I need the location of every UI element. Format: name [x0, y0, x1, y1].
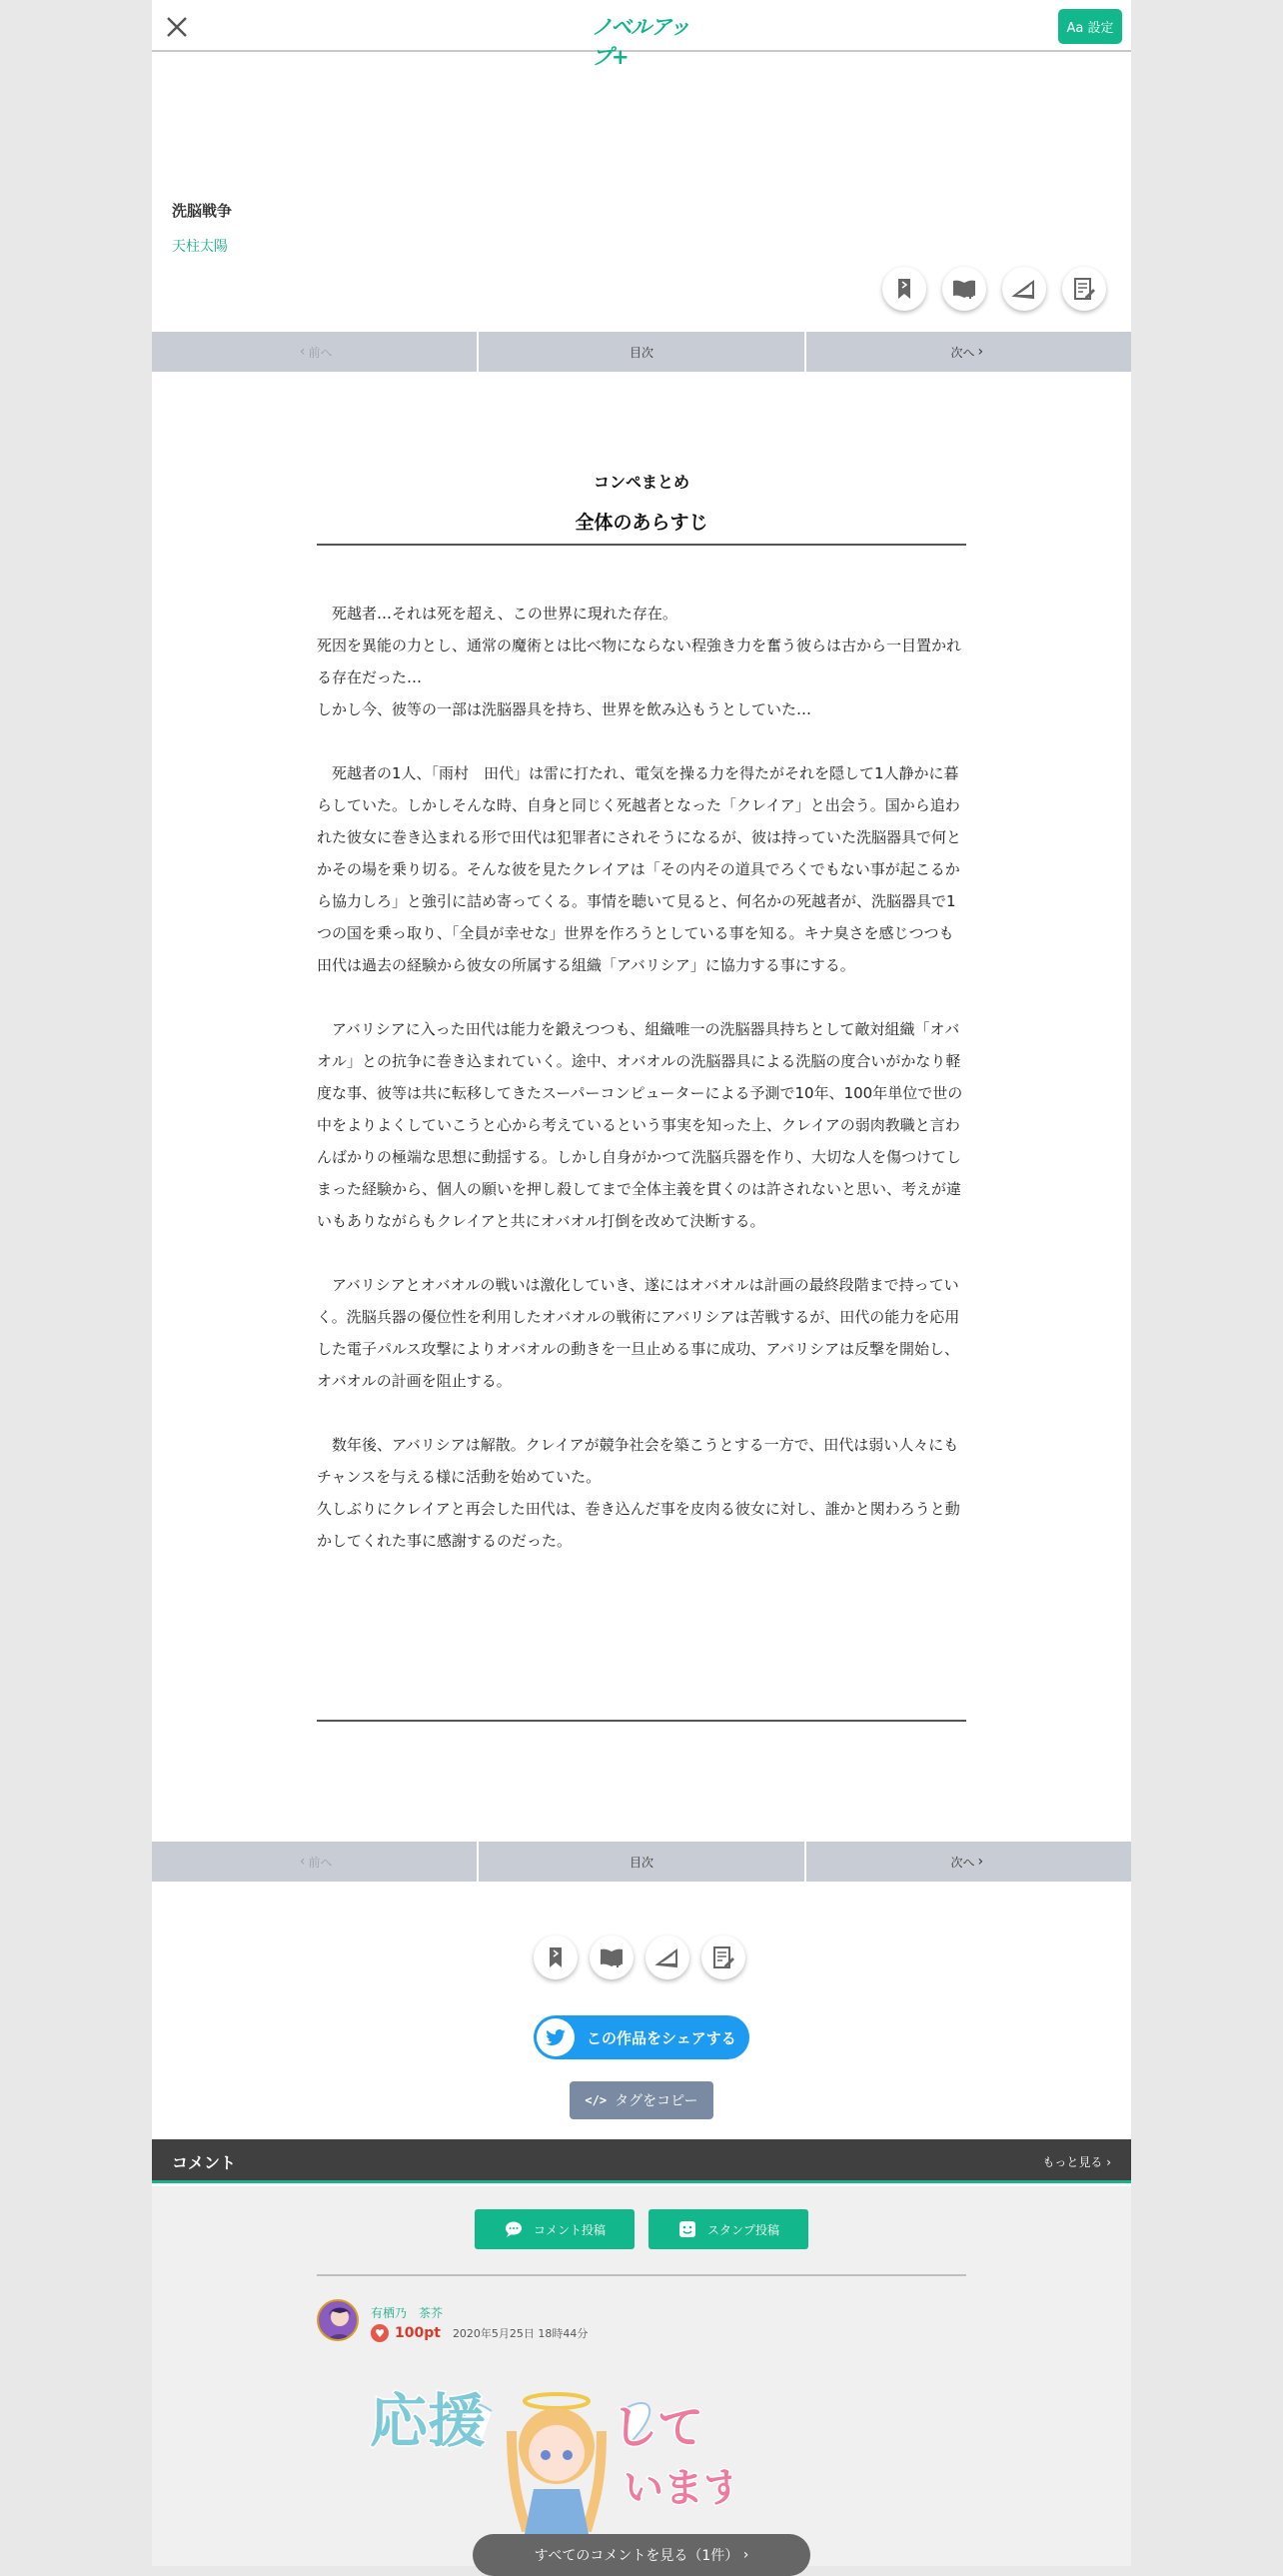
comments-more-link[interactable]: もっと見る › — [1042, 2155, 1111, 2169]
edit-note-icon — [710, 1944, 736, 1970]
megaphone-icon — [654, 1944, 680, 1970]
site-logo[interactable]: ノベルアップ+ — [592, 15, 689, 69]
episode-nav-top — [152, 332, 1131, 372]
novel-title[interactable]: 洗脳戦争 — [172, 202, 233, 220]
add-to-library-button[interactable] — [942, 267, 986, 311]
review-button[interactable] — [701, 1935, 745, 1979]
add-to-library-button[interactable] — [590, 1935, 634, 1979]
page-container — [152, 0, 1131, 2566]
svg-text:います: います — [624, 2465, 731, 2511]
chevron-left-icon: ‹ — [299, 1854, 306, 1870]
copy-tag-button[interactable]: </> タグをコピー — [570, 2081, 713, 2119]
bookmark-button[interactable] — [534, 1935, 578, 1979]
episode-nav-bottom — [152, 1842, 1131, 1882]
episode-body — [317, 598, 966, 1557]
text-settings-button[interactable]: Aa 設定 — [1058, 9, 1122, 44]
review-button[interactable] — [1062, 267, 1106, 311]
comment-section-header — [152, 2139, 1131, 2183]
chat-bubble-icon — [504, 2219, 524, 2239]
article-end-divider — [317, 1720, 966, 1722]
body-paragraph: アバリシアとオバオルの戦いは激化していき、遂にはオバオルは計画の最終段階まで持っていく。洗脳兵器の優位性を利用したオバオルの戦術にアバリシアは苦戦するが、田代の能力を応用した電子パルス攻撃によりオバオルの動きを一旦止める事に成功、アバリシアは反撃を開始し、オバオルの計画を阻止する。 — [317, 1276, 960, 1390]
book-add-icon — [599, 1944, 625, 1970]
body-paragraph: 死越者…それは死を超え、この世界に現れた存在。 死因を異能の力とし、通常の魔術とは比べ物にならない程強き力を奮う彼らは古から一目置かれる存在だった… しかし今、彼等の一部は洗脳器具を持ち、世界を飲み込もうとしていた… — [317, 605, 962, 718]
body-paragraph: アバリシアに入った田代は能力を鍛えつつも、組織唯一の洗脳器具持ちとして敵対組織「オバオル」との抗争に巻き込まれていく。途中、オバオルの洗脳器具による洗脳の度合いがかなり軽度な事、彼等は共に転移してきたスーパーコンピューターによる予測で10年、100年単位で世の中をよりよくしていこうと心から考えているという事実を知った上、クレイアの弱肉教職と言わんばかりの極端な思想に動揺する。しかし自身がかつて洗脳兵器を作り、大切な人を傷つけてしまった経験から、個人の願いを押し殺してまで全体主義を貫くのは許されないと思い、考えが違いもありながらもクレイアと共にオバオル打倒を改めて決断する。 — [317, 1020, 963, 1230]
stamp-icon — [677, 2219, 697, 2239]
episode-title: 全体のあらすじ — [317, 500, 966, 546]
chevron-left-icon: ‹ — [299, 344, 306, 360]
body-paragraph: 数年後、アバリシアは解散。クレイアが競争社会を築こうとする一方で、田代は弱い人々にもチャンスを与える様に活動を始めていた。 久しぶりにクレイアと再会した田代は、巻き込んだ事を皮肉る彼女に対し、誰かと関わろうと動かしてくれた事に感謝するのだった。 — [317, 1436, 960, 1550]
body-paragraph: 死越者の1人、「雨村 田代」は雷に打たれ、電気を操る力を得たがそれを隠して1人静かに暮らしていた。しかしそんな時、自身と同じく死越者となった「クレイア」と出会う。国から追われた彼女に巻き込まれる形で田代は犯罪者にされそうになるが、彼は持っていた洗脳器具で何とかその場を乗り切る。そんな彼を見たクレイアは「その内その道具でろくでもない事が起こるから協力しろ」と強引に詰め寄ってくる。事情を聴いて見ると、何名かの死越者が、洗脳器具で1つの国を乗っ取り、「全員が幸せな」世界を作ろうとしている事を知る。キナ臭さを感じつつも田代は過去の経験から彼女の所属する組織「アバリシア」に協力する事にする。 — [317, 764, 962, 974]
comment-points: 100pt — [395, 2325, 441, 2341]
svg-text:応援: 応援 — [370, 2387, 487, 2455]
chevron-right-icon: › — [977, 1854, 984, 1870]
toc-button[interactable]: 目次 — [479, 1842, 805, 1882]
cheer-button[interactable] — [1002, 267, 1046, 311]
heart-icon: ♥ — [371, 2324, 389, 2342]
avatar[interactable] — [317, 2299, 359, 2341]
chevron-right-icon: › — [977, 344, 984, 360]
episode-article — [317, 470, 966, 1589]
prev-episode-button[interactable]: ‹ 前へ — [152, 332, 479, 372]
comment-date: 2020年5月25日 18時44分 — [452, 2327, 589, 2340]
twitter-share-button[interactable]: この作品をシェアする — [534, 2015, 749, 2059]
action-icons-bottom — [534, 1935, 745, 1979]
svg-text:して: して — [612, 2400, 703, 2454]
close-icon[interactable] — [160, 10, 194, 44]
cheer-stamp-image — [362, 2371, 731, 2541]
chapter-title: コンペまとめ — [593, 473, 689, 492]
comment-area — [152, 2186, 1131, 2566]
twitter-icon — [537, 2018, 575, 2056]
bookmark-icon — [543, 1944, 569, 1970]
cheer-button[interactable] — [645, 1935, 689, 1979]
edit-note-icon — [1071, 276, 1097, 302]
bookmark-button[interactable] — [882, 267, 926, 311]
comment-username[interactable]: 有栖乃 茶芥 — [371, 2306, 444, 2320]
author-link[interactable]: 天柱太陽 — [172, 239, 228, 255]
comment-section-title: コメント — [172, 2153, 237, 2172]
next-episode-button[interactable]: 次へ › — [950, 1854, 984, 1870]
post-stamp-button[interactable]: スタンプ投稿 — [648, 2209, 808, 2249]
next-episode-button[interactable]: 次へ › — [950, 344, 984, 360]
prev-episode-button[interactable]: ‹ 前へ — [152, 1842, 479, 1882]
toc-button[interactable]: 目次 — [479, 332, 805, 372]
bookmark-icon — [891, 276, 917, 302]
comment-meta — [371, 2324, 588, 2342]
book-add-icon — [951, 276, 977, 302]
see-all-comments-button[interactable]: すべてのコメントを見る（1件） › — [473, 2534, 810, 2576]
megaphone-icon — [1011, 276, 1037, 302]
post-comment-button[interactable]: コメント投稿 — [475, 2209, 635, 2249]
action-icons-top — [882, 267, 1106, 311]
comment-divider — [317, 2274, 966, 2276]
top-header — [152, 0, 1131, 69]
code-icon: </> — [585, 2093, 608, 2107]
